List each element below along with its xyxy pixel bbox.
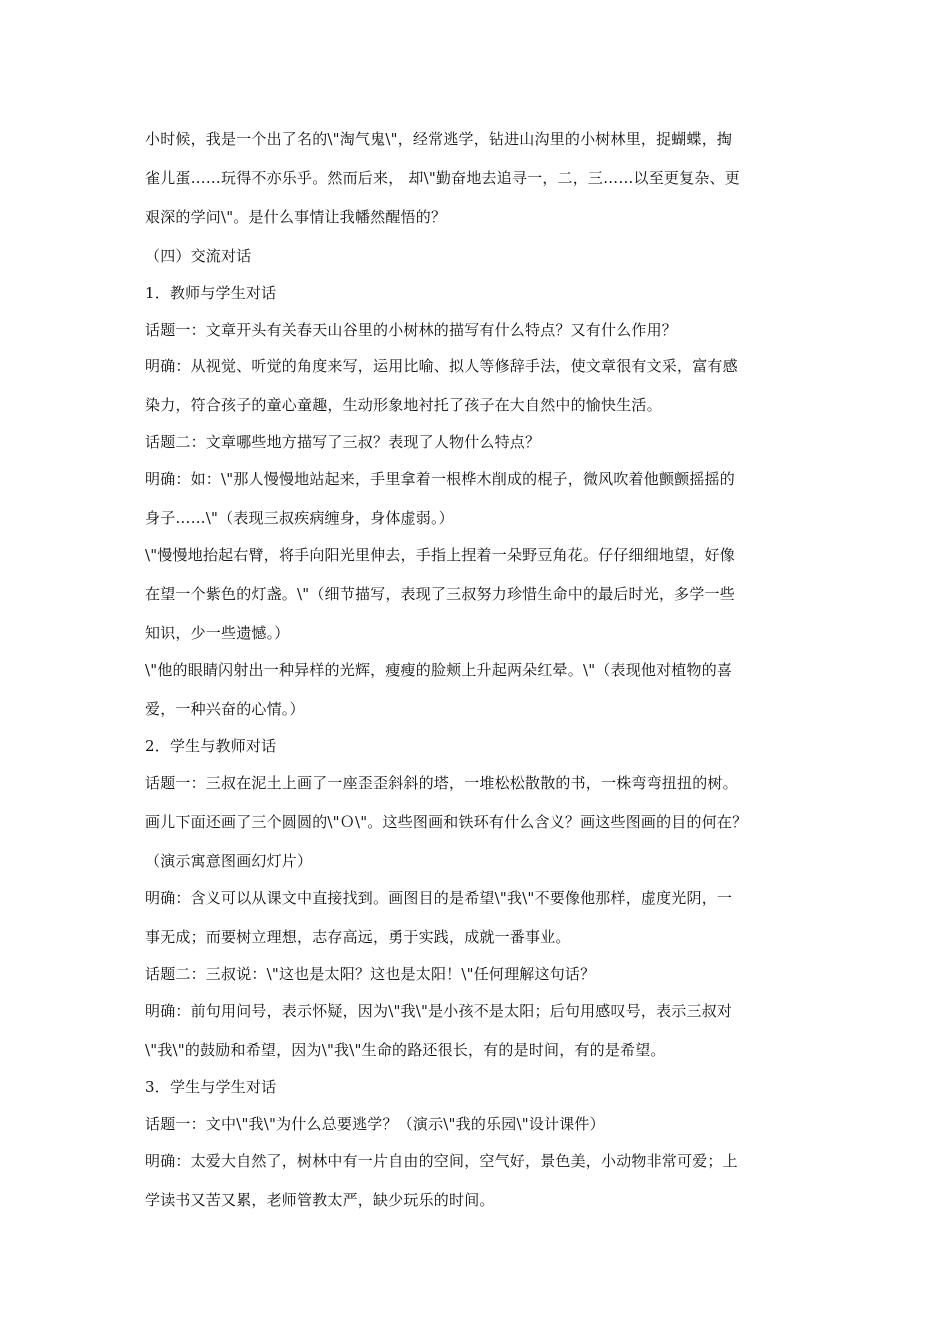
- answer-line: 身子……\"（表现三叔疾病缠身，身体虚弱。）: [145, 509, 454, 527]
- quote-line: 在望一个紫色的灯盏。\"（细节描写，表现了三叔努力珍惜生命中的最后时光，多学一些: [145, 585, 735, 603]
- topic-question: 画儿下面还画了三个圆圆的\"Ｏ\"。这些图画和铁环有什么含义？画这些图画的目的何在？: [145, 813, 748, 831]
- paragraph-line: 雀儿蛋……玩得不亦乐乎。然而后来， 却\"勤奋地去追寻一，二，三……以至更复杂、更: [145, 169, 740, 187]
- topic-question: 话题二：三叔说：\"这也是太阳？这也是太阳！\"任何理解这句话？: [145, 965, 596, 983]
- paragraph-line: （演示寓意图画幻灯片）: [145, 852, 313, 870]
- paragraph-line: 小时候，我是一个出了名的\"淘气鬼\"，经常逃学，钻进山沟里的小树林里，捉蝴蝶，掏: [145, 130, 733, 148]
- answer-line: 学读书又苦又累，老师管教太严，缺少玩乐的时间。: [145, 1191, 495, 1209]
- topic-question: 话题一：文章开头有关春天山谷里的小树林的描写有什么特点？又有什么作用？: [145, 321, 678, 339]
- answer-line: \"我\"的鼓励和希望，因为\"我\"生命的路还很长，有的是时间，有的是希望。: [145, 1041, 666, 1059]
- quote-line: 爱，一种兴奋的心情。）: [145, 700, 305, 718]
- answer-line: 明确：从视觉、听觉的角度来写，运用比喻、拟人等修辞手法，使文章很有文采，富有感: [145, 357, 738, 375]
- answer-line: 事无成；而要树立理想，志存高远，勇于实践，成就一番事业。: [145, 928, 571, 946]
- subsection-heading: 2．学生与教师对话: [145, 737, 277, 755]
- quote-line: 知识，少一些遗憾。）: [145, 624, 290, 642]
- answer-line: 明确：含义可以从课文中直接找到。画图目的是希望\"我\"不要像他那样，虚度光阴，一: [145, 889, 733, 907]
- section-heading: （四）交流对话: [145, 247, 252, 265]
- quote-line: \"他的眼睛闪射出一种异样的光辉，瘦瘦的脸颊上升起两朵红晕。\"（表现他对植物的喜: [145, 661, 733, 679]
- subsection-heading: 1．教师与学生对话: [145, 284, 277, 302]
- topic-question: 话题二：文章哪些地方描写了三叔？表现了人物什么特点？: [145, 433, 541, 451]
- answer-line: 明确：如：\"那人慢慢地站起来，手里拿着一根桦木削成的棍子，微风吹着他颤颤摇摇的: [145, 470, 735, 488]
- answer-line: 染力，符合孩子的童心童趣，生动形象地衬托了孩子在大自然中的愉快生活。: [145, 396, 662, 414]
- paragraph-line: 艰深的学问\"。是什么事情让我幡然醒悟的？: [145, 208, 447, 226]
- quote-line: \"慢慢地抬起右臂，将手向阳光里伸去，手指上捏着一朵野豆角花。仔仔细细地望，好像: [145, 546, 735, 564]
- subsection-heading: 3．学生与学生对话: [145, 1078, 277, 1096]
- answer-line: 明确：太爱大自然了，树林中有一片自由的空间，空气好，景色美，小动物非常可爱；上: [145, 1152, 738, 1170]
- answer-line: 明确：前句用问号，表示怀疑，因为\"我\"是小孩不是太阳；后句用感叹号，表示三叔对: [145, 1002, 733, 1020]
- topic-question: 话题一：文中\"我\"为什么总要逃学？（演示\"我的乐园\"设计课件）: [145, 1115, 605, 1133]
- topic-question: 话题一：三叔在泥土上画了一座歪歪斜斜的塔，一堆松松散散的书，一株弯弯扭扭的树。: [145, 774, 738, 792]
